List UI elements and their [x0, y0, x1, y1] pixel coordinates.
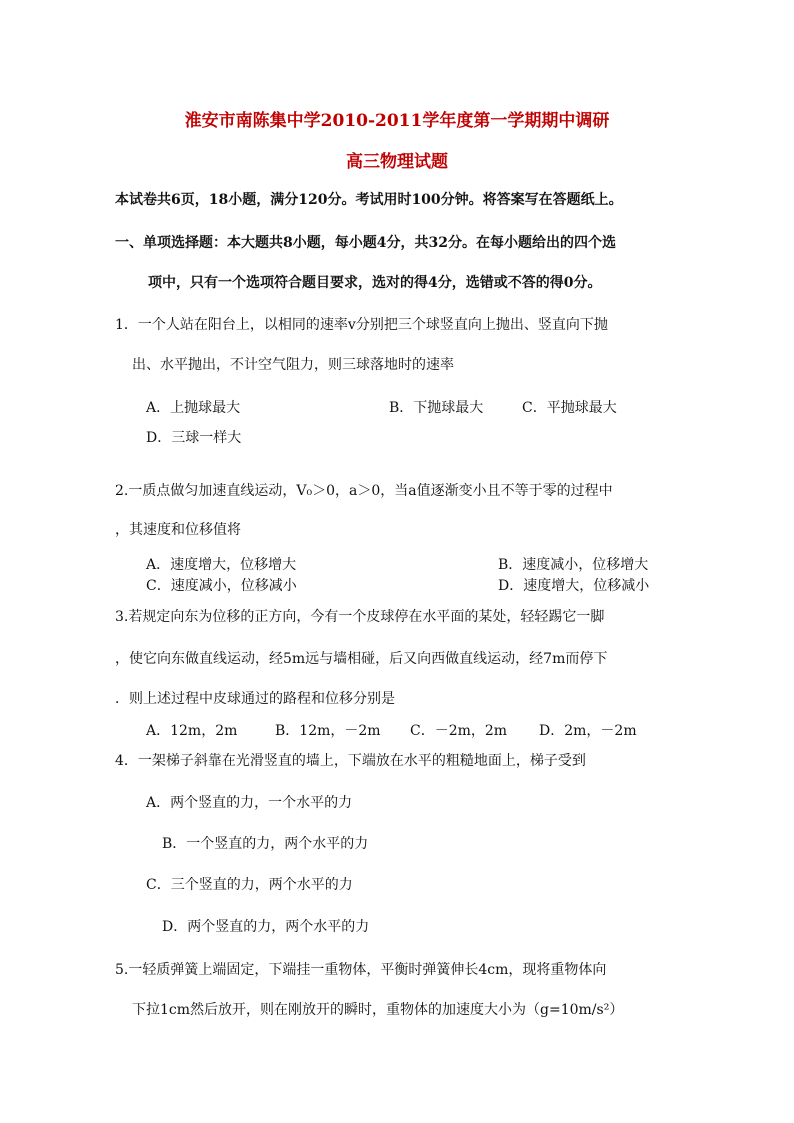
question-2-option-c: C．速度减小，位移减小 — [146, 578, 297, 594]
question-1-line-2: 出、水平抛出，不计空气阻力，则三球落地时的速率 — [132, 357, 454, 373]
question-3-option-b: B．12m，－2m — [275, 723, 381, 739]
question-3-line-3: ．则上述过程中皮球通过的路程和位移分别是 — [115, 691, 395, 707]
question-1-option-d: D．三球一样大 — [146, 430, 242, 446]
section-heading-line-1: 一、单项选择题：本大题共8小题，每小题4分，共32分。在每小题给出的四个选 — [115, 235, 616, 251]
question-3-option-c: C．－2m，2m — [410, 723, 508, 739]
question-2-option-b: B．速度减小，位移增大 — [498, 557, 649, 573]
question-4-option-a: A．两个竖直的力，一个水平的力 — [146, 795, 353, 811]
exam-title: 淮安市南陈集中学2010-2011学年度第一学期期中调研 — [184, 111, 610, 131]
question-3-line-1: 3.若规定向东为位移的正方向，今有一个皮球停在水平面的某处，轻轻踢它一脚 — [115, 609, 605, 625]
exam-subtitle: 高三物理试题 — [346, 152, 448, 172]
question-1-option-a: A．上抛球最大 — [146, 400, 241, 416]
question-4-option-b: B．一个竖直的力，两个水平的力 — [162, 836, 369, 852]
question-1-line-1: 1．一个人站在阳台上，以相同的速率v分别把三个球竖直向上抛出、竖直向下抛 — [115, 317, 608, 333]
question-5-line-2: 下拉1cm然后放开，则在刚放开的瞬时，重物体的加速度大小为（g=10m/s²） — [132, 1002, 624, 1018]
question-3-option-d: D．2m，－2m — [539, 723, 637, 739]
question-3-option-a: A．12m，2m — [146, 723, 238, 739]
question-4-line-1: 4．一架梯子斜靠在光滑竖直的墙上，下端放在水平的粗糙地面上，梯子受到 — [115, 753, 586, 769]
question-3-line-2: ，使它向东做直线运动，经5m远与墙相碰，后又向西做直线运动，经7m而停下 — [115, 651, 608, 667]
exam-intro: 本试卷共6页，18小题，满分120分。考试用时100分钟。将答案写在答题纸上。 — [115, 192, 623, 208]
question-2-line-1: 2.一质点做匀加速直线运动，V₀＞0，a＞0，当a值逐渐变小且不等于零的过程中 — [115, 483, 613, 499]
question-2-option-a: A．速度增大，位移增大 — [146, 557, 297, 573]
question-5-line-1: 5.一轻质弹簧上端固定，下端挂一重物体，平衡时弹簧伸长4cm，现将重物体向 — [115, 962, 607, 978]
question-2-line-2: ，其速度和位移值将 — [115, 522, 241, 538]
question-1-option-b: B．下抛球最大 — [389, 400, 484, 416]
question-2-option-d: D．速度增大，位移减小 — [498, 578, 650, 594]
section-heading-line-2: 项中，只有一个选项符合题目要求，选对的得4分，选错或不答的得0分。 — [148, 275, 602, 291]
question-1-option-c: C．平抛球最大 — [522, 400, 617, 416]
question-4-option-d: D．两个竖直的力，两个水平的力 — [162, 919, 370, 935]
question-4-option-c: C．三个竖直的力，两个水平的力 — [146, 877, 353, 893]
